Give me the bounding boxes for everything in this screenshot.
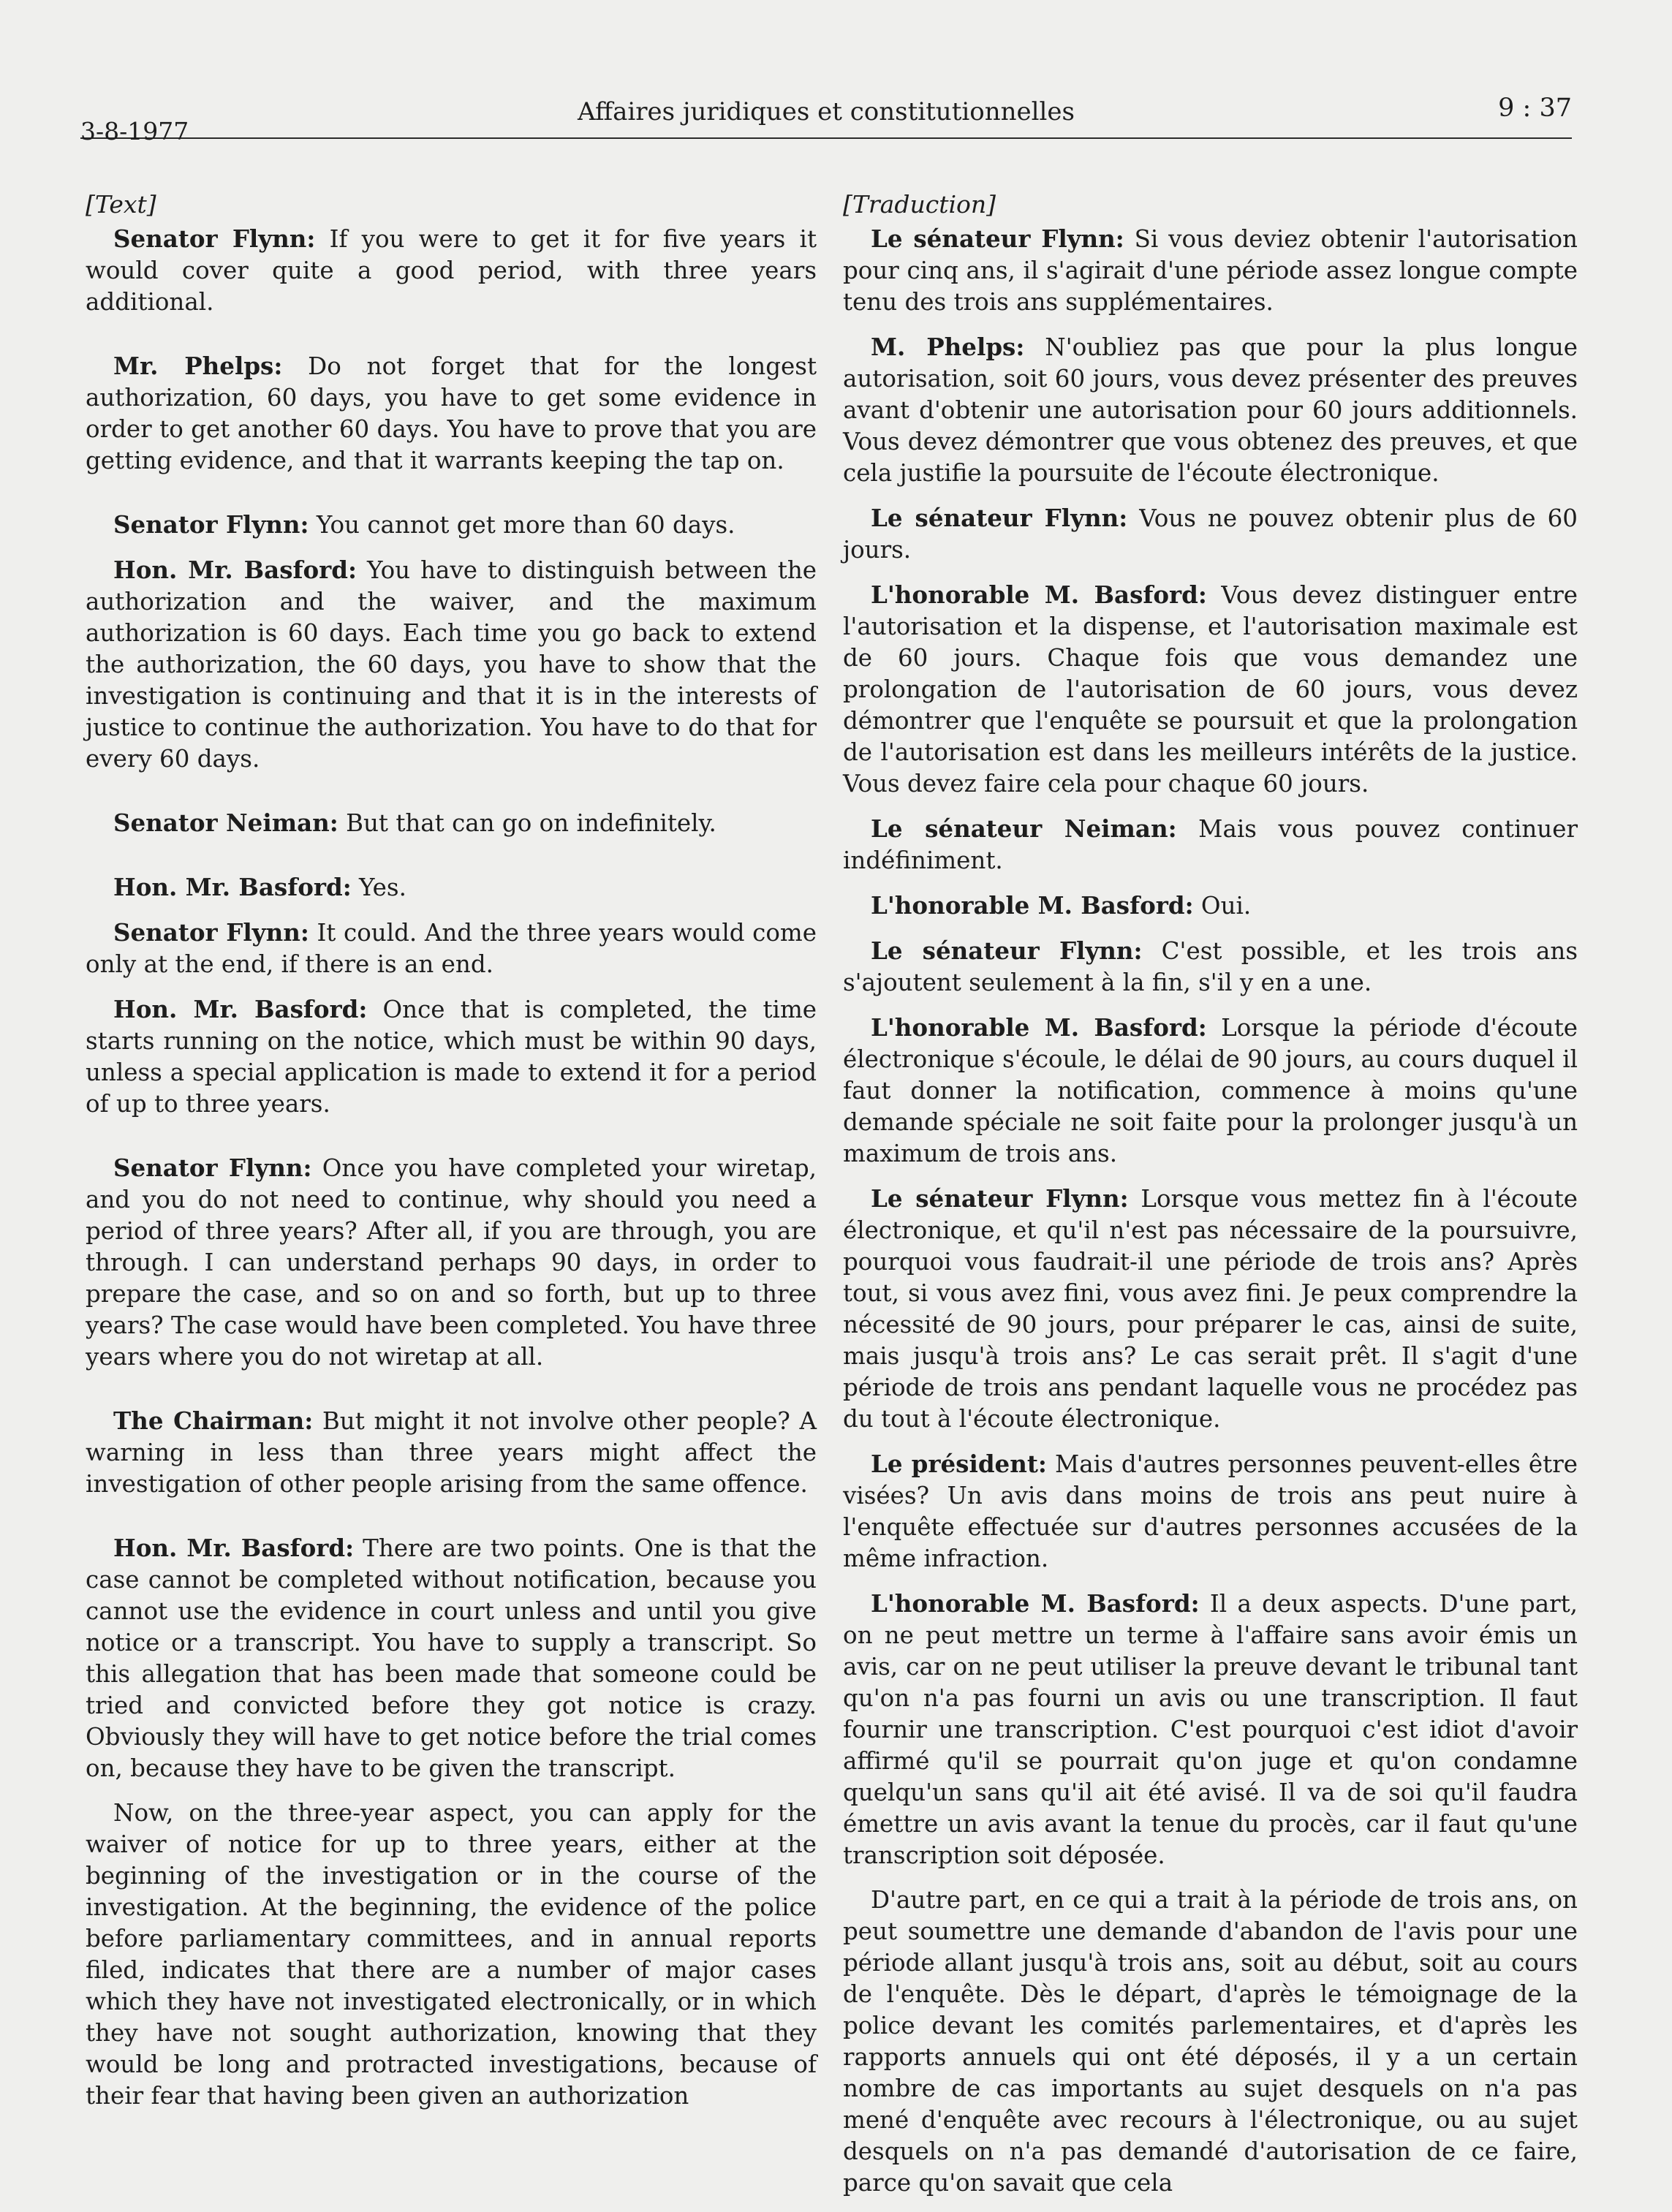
transcript-paragraph <box>86 993 817 1120</box>
speech-text: Vous ne pouvez obtenir plus de 60 jours. <box>843 504 1578 564</box>
speech-text: Il a deux aspects. D'une part, on ne peut mettre un terme à l'affaire sans avoir émis un avis, car on ne peut utiliser la preuve devant le tribunal tant qu'on n'a pas fourni un avis ou une transcription. Il faut fournir une transcription. C'est pourquoi c'est idiot d'avoir affirmé qu'il se pourrait qu'on juge et qu'on condamne quelqu'un sans qu'il ait été avisé. Il va de soi qu'il faudra émettre un avis avant la tenue du procès, car il faut qu'une transcription soit déposée. <box>843 1590 1578 1869</box>
speaker-name: Hon. Mr. Basford: <box>113 995 368 1023</box>
transcript-paragraph <box>86 1532 817 1784</box>
speaker-name: Le sénateur Flynn: <box>871 1184 1129 1213</box>
transcript-paragraph <box>843 223 1578 318</box>
speaker-name: Mr. Phelps: <box>113 352 283 380</box>
speaker-name: Hon. Mr. Basford: <box>113 873 352 901</box>
transcript-paragraph <box>843 1588 1578 1871</box>
transcript-paragraph <box>86 871 817 904</box>
speaker-name: Senator Flynn: <box>113 1154 312 1182</box>
speech-text: Si vous deviez obtenir l'autorisation pour cinq ans, il s'agirait d'une période assez longue compte tenu des trois ans supplémentaires. <box>843 225 1578 316</box>
speech-text: It could. And the three years would come only at the end, if there is an end. <box>86 919 817 978</box>
speech-text: Lorsque la période d'écoute électronique s'écoule, le délai de 90 jours, au cours duquel il faut donner la notification, commence à moins qu'une demande spéciale ne soit faite pour la prolonger jusqu'à un maximum de trois ans. <box>843 1014 1578 1167</box>
speaker-name: Le sénateur Flynn: <box>871 224 1124 253</box>
transcript-paragraph <box>843 1012 1578 1170</box>
transcript-paragraph <box>86 554 817 775</box>
transcript-paragraph <box>86 807 817 839</box>
speech-text: There are two points. One is that the case cannot be completed without notification, because you cannot use the evidence in court unless and until you give notice or a transcript. You have to supply a transcript. So this allegation that has been made that someone could be tried and convicted before they got notice is crazy. Obviously they will have to get notice before the trial comes on, because they have to be given the transcript. <box>86 1534 817 1782</box>
transcript-paragraph <box>843 1885 1578 2199</box>
transcript-paragraph <box>86 350 817 477</box>
speaker-name: L'honorable M. Basford: <box>871 580 1207 609</box>
speech-text: Vous devez distinguer entre l'autorisation et la dispense, et l'autorisation maximale est de 60 jours. Chaque fois que vous demandez une prolongation de l'autorisation de 60 jours, vous devez démontrer que l'enquête se poursuit et que la prolongation de l'autorisation est dans les meilleurs intérêts de la justice. Vous devez faire cela pour chaque 60 jours. <box>843 581 1578 798</box>
speaker-name: Senator Flynn: <box>113 224 316 253</box>
french-column <box>843 190 1578 2212</box>
speech-text: Mais vous pouvez continuer indéfiniment. <box>843 815 1578 874</box>
speaker-name: Le président: <box>871 1450 1047 1478</box>
speech-text: Once that is completed, the time starts running on the notice, which must be within 90 days, unless a special application is made to extend it for a period of up to three years. <box>86 996 817 1118</box>
speaker-name: L'honorable M. Basford: <box>871 1013 1207 1042</box>
speech-text: D'autre part, en ce qui a trait à la période de trois ans, on peut soumettre une demande d'abandon de l'avis pour une période allant jusqu'à trois ans, soit au début, soit au cours de l'enquête. Dès le départ, d'après le témoignage de la police devant les comités parlementaires, et d'après les rapports annuels qui ont été déposés, il y a un certain nombre de cas importants au sujet desquels on n'a pas mené d'enquête avec recours à l'électronique, ou au sujet desquels on n'a pas demandé d'autorisation de ce faire, parce qu'on savait que cela <box>843 1886 1578 2197</box>
speech-text: You cannot get more than 60 days. <box>309 511 735 539</box>
speaker-name: M. Phelps: <box>871 333 1025 361</box>
column-label: [Text] <box>86 190 156 219</box>
transcript-paragraph <box>86 223 817 318</box>
speech-text: But might it not involve other people? A warning in less than three years might affect the investigation of other people arising from the same offence. <box>86 1407 817 1498</box>
transcript-paragraph <box>843 813 1578 876</box>
transcript-paragraph <box>86 1405 817 1500</box>
transcript-paragraph <box>86 509 817 541</box>
speaker-name: Le sénateur Flynn: <box>871 504 1128 532</box>
speech-text: Now, on the three-year aspect, you can apply for the waiver of notice for up to three years, either at the beginning of the investigation or in the course of the investigation. At the beginning, the evidence of the police before parliamentary committees, and in annual reports filed, indicates that there are a number of major cases which they have not investigated electronically, or in which they have not sought authorization, knowing that they would be long and protracted investigations, because of their fear that having been given an authorization <box>86 1799 817 2110</box>
speech-text: But that can go on indefinitely. <box>338 809 716 837</box>
speech-text: Do not forget that for the longest authorization, 60 days, you have to get some evidence in order to get another 60 days. You have to prove that you are getting evidence, and that it warrants keeping the tap on. <box>86 352 817 474</box>
speech-text: C'est possible, et les trois ans s'ajoutent seulement à la fin, s'il y en a une. <box>843 937 1578 996</box>
transcript-paragraph <box>843 579 1578 800</box>
transcript-paragraph <box>843 1448 1578 1575</box>
speaker-name: The Chairman: <box>113 1406 314 1435</box>
header-date: 3-8-1977 <box>80 117 189 145</box>
english-column <box>86 190 817 2125</box>
speech-text: Lorsque vous mettez fin à l'écoute électronique, et qu'il n'est pas nécessaire de la poursuivre, pourquoi vous faudrait-il une période de trois ans? Après tout, si vous avez fini, vous avez fini. Je peux comprendre la nécessité de 90 jours, pour préparer le cas, ainsi de suite, mais jusqu'à trois ans? Le cas serait prêt. Il s'agit d'une période de trois ans pendant laquelle vous ne procédez pas du tout à l'écoute électronique. <box>843 1185 1578 1433</box>
transcript-paragraph <box>843 331 1578 489</box>
speech-text: If you were to get it for five years it would cover quite a good period, with three years additional. <box>86 225 817 316</box>
speech-text: N'oubliez pas que pour la plus longue autorisation, soit 60 jours, vous devez présenter des preuves avant d'obtenir une autorisation pour 60 jours additionnels. Vous devez démontrer que vous obtenez des preuves, et que cela justifie la poursuite de l'écoute électronique. <box>843 333 1578 487</box>
speech-text: Oui. <box>1193 892 1252 920</box>
transcript-paragraph <box>86 1798 817 2112</box>
header-title: Affaires juridiques et constitutionnelles <box>578 97 1075 126</box>
speaker-name: Hon. Mr. Basford: <box>113 1534 355 1562</box>
speaker-name: L'honorable M. Basford: <box>871 891 1194 920</box>
column-label: [Traduction] <box>843 190 996 219</box>
transcript-paragraph <box>843 890 1578 922</box>
speech-text: You have to distinguish between the authorization and the waiver, and the maximum authorization is 60 days. Each time you go back to extend the authorization, the 60 days, you have to show that the investigation is continuing and that it is in the interests of justice to continue the authorization. You have to do that for every 60 days. <box>86 556 817 773</box>
transcript-paragraph <box>86 1152 817 1373</box>
speaker-name: L'honorable M. Basford: <box>871 1589 1200 1618</box>
speaker-name: Senator Flynn: <box>113 510 309 539</box>
page-header <box>80 94 1572 145</box>
page-number: 9 : 37 <box>1498 94 1572 123</box>
transcript-paragraph <box>86 917 817 980</box>
speaker-name: Hon. Mr. Basford: <box>113 556 357 584</box>
transcript-paragraph <box>843 935 1578 999</box>
speaker-name: Senator Neiman: <box>113 808 338 837</box>
transcript-paragraph <box>843 502 1578 566</box>
speaker-name: Le sénateur Flynn: <box>871 936 1143 965</box>
speaker-name: Senator Flynn: <box>113 918 309 947</box>
transcript-paragraph <box>843 1183 1578 1435</box>
speaker-name: Le sénateur Neiman: <box>871 814 1177 843</box>
speech-text: Once you have completed your wiretap, and you do not need to continue, why should you need a period of three years? After all, if you are through, you are through. I can understand perhaps 90 days, in order to prepare the case, and so on and so forth, but up to three years? The case would have been completed. You have three years where you do not wiretap at all. <box>86 1154 817 1371</box>
speech-text: Mais d'autres personnes peuvent-elles être visées? Un avis dans moins de trois ans peut nuire à l'enquête effectuée sur d'autres personnes accusées de la même infraction. <box>843 1450 1578 1572</box>
speech-text: Yes. <box>351 874 406 901</box>
